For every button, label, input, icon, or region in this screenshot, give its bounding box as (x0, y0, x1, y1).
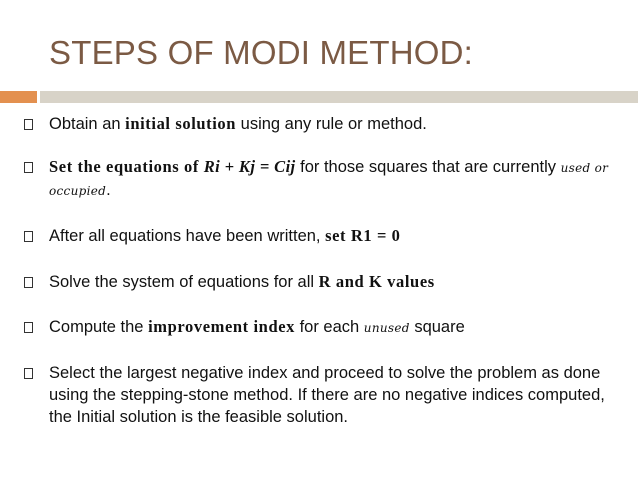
hollow-square-icon (24, 368, 33, 379)
hollow-square-icon (24, 119, 33, 130)
hollow-square-icon (24, 231, 33, 242)
bullet-text: After all equations have been written, set R1 = 0 (49, 226, 401, 245)
slide-title: STEPS OF MODI METHOD: (49, 34, 474, 71)
bullet-text: Set the equations of Ri + Kj = Cij for those squares that are currently used or occupied. (49, 157, 609, 199)
bullet-text: Obtain an initial solution using any rule or method. (49, 114, 427, 133)
bullet-text: Solve the system of equations for all R and K values (49, 272, 435, 291)
bullet-text: Compute the improvement index for each unused square (49, 317, 465, 336)
title-divider-bar (40, 91, 638, 103)
title-accent-bar (0, 91, 37, 103)
hollow-square-icon (24, 277, 33, 288)
hollow-square-icon (24, 162, 33, 173)
hollow-square-icon (24, 322, 33, 333)
bullet-text: Select the largest negative index and proceed to solve the problem as done using the stepping-stone method. If there are no negative indices computed, the Initial solution is the feasible solution. (49, 364, 605, 426)
